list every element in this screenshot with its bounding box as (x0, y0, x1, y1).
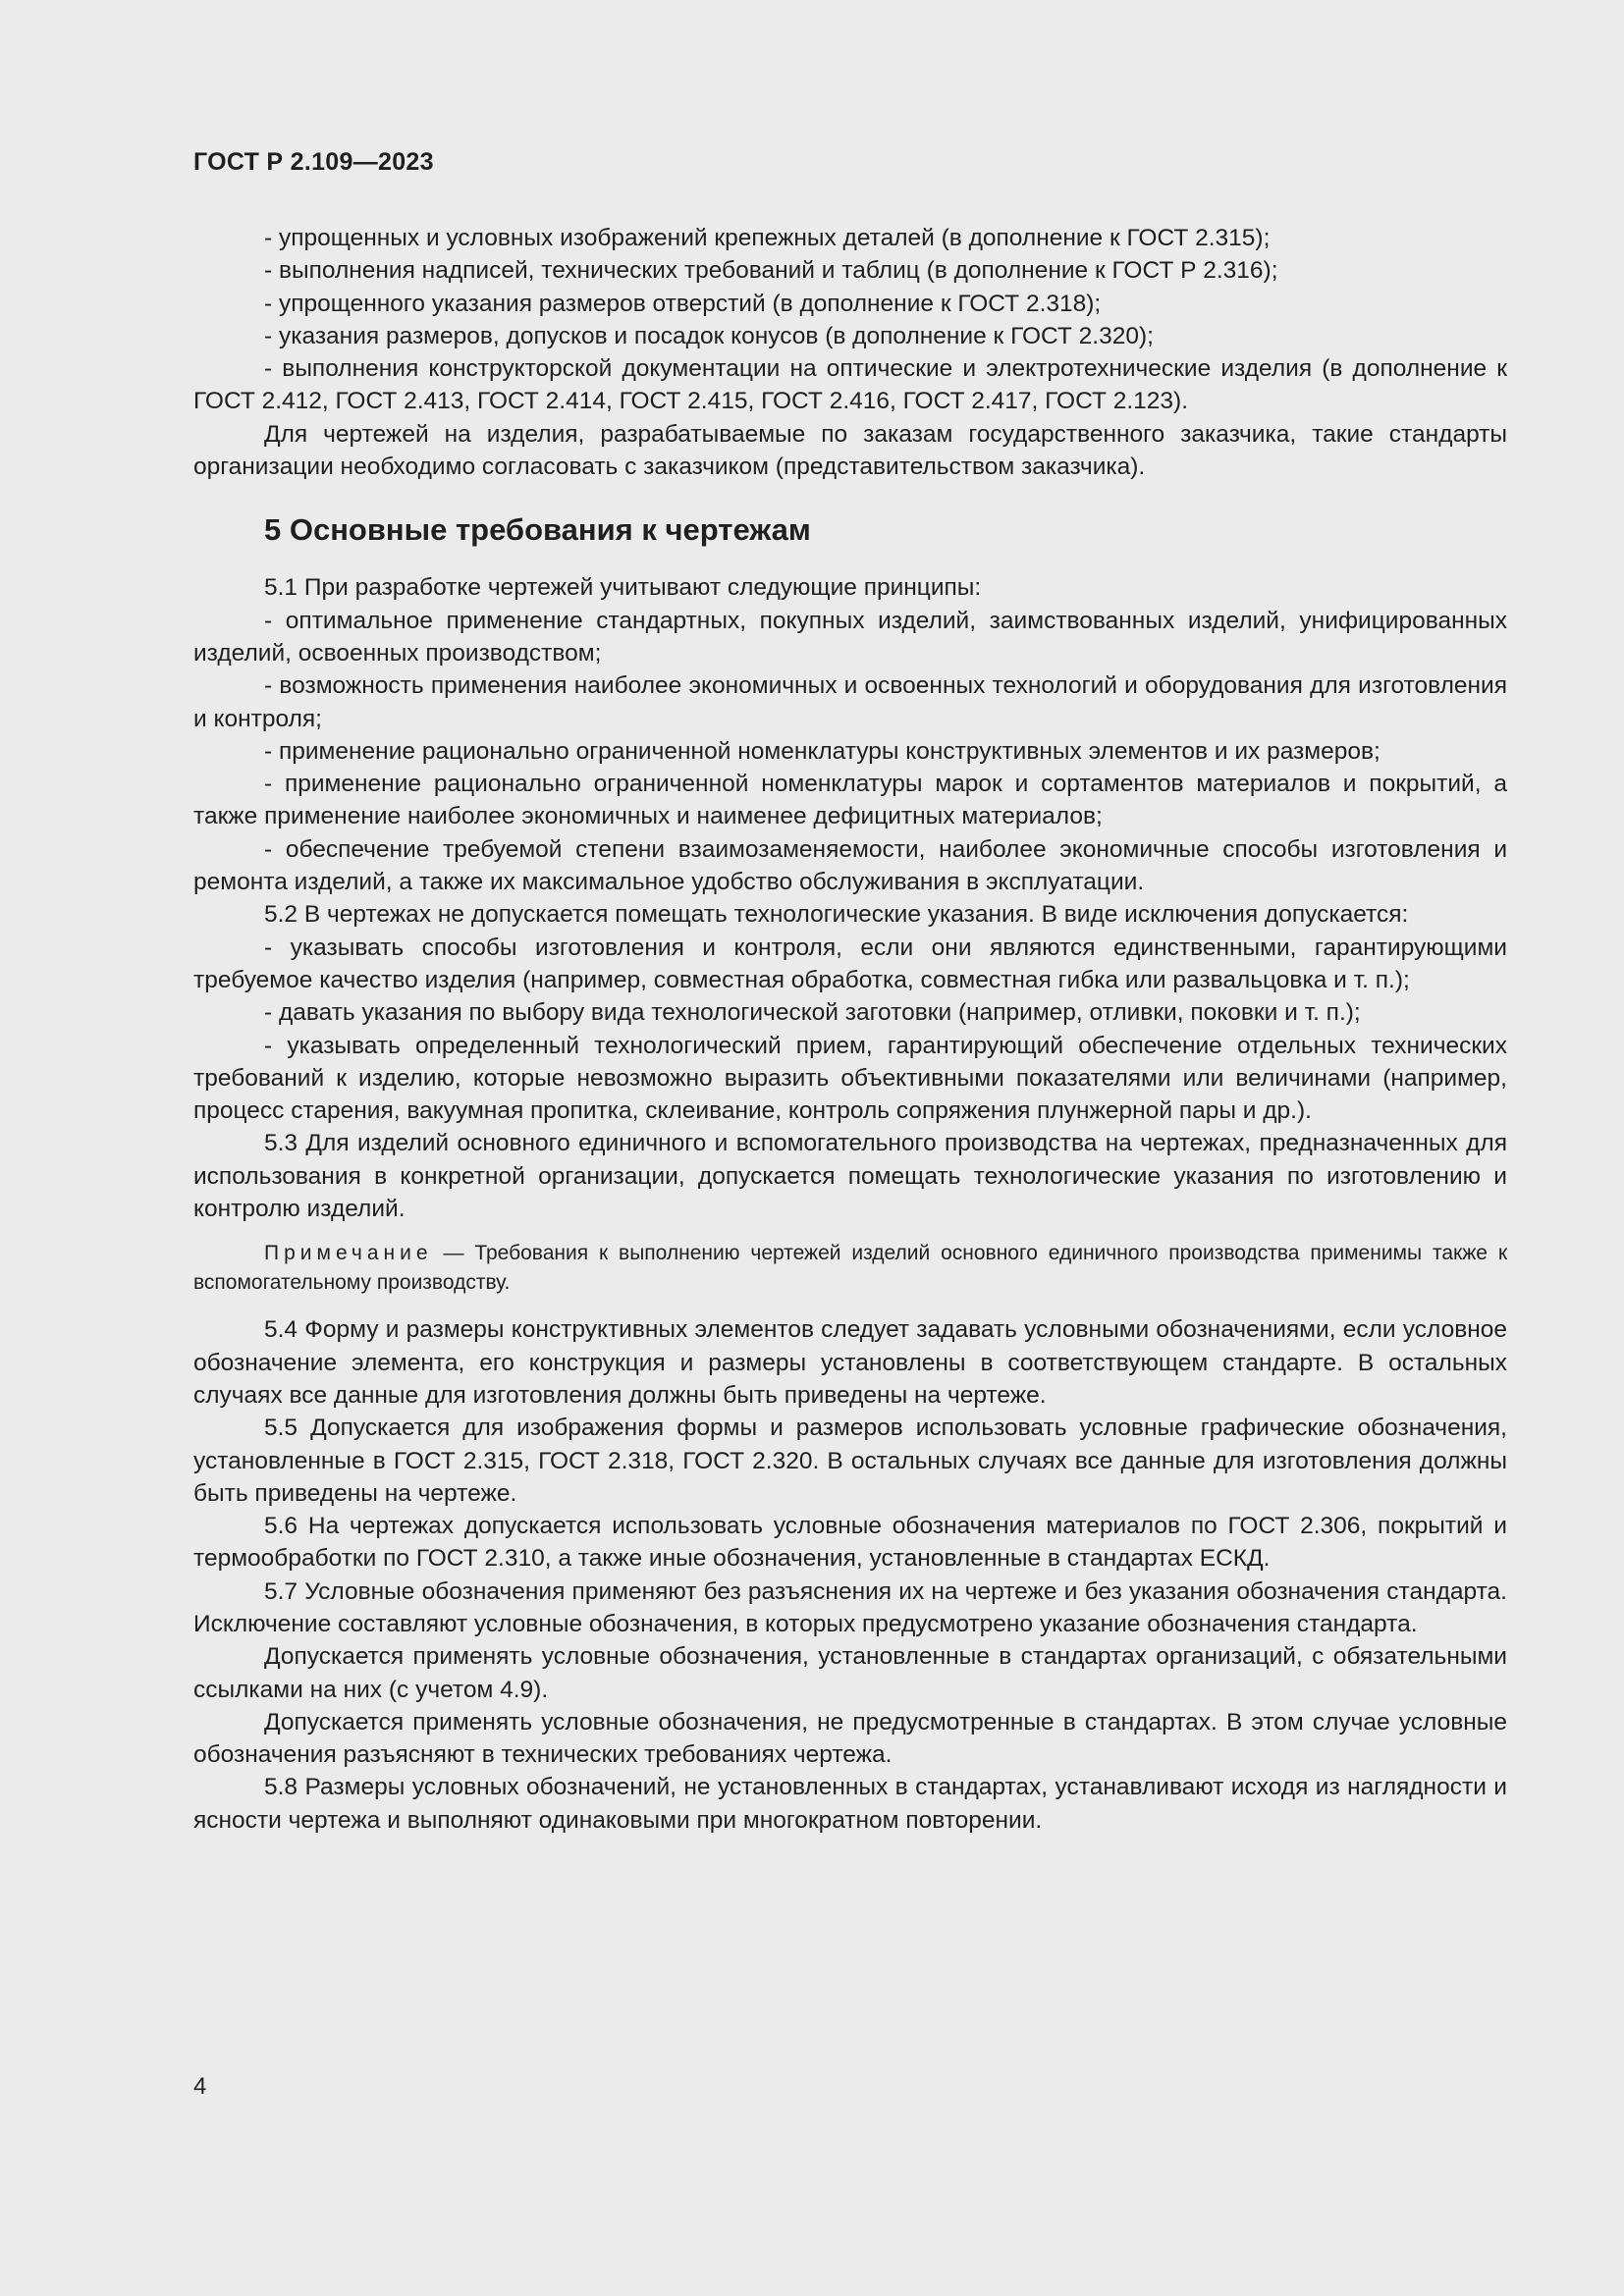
document-header-code: ГОСТ Р 2.109—2023 (193, 148, 434, 176)
paragraph-non-standard-symbols: Допускается применять условные обозначения, не предусмотренные в стандартах. В этом случае условные обозначения разъясняют в технических требованиях чертежа. (193, 1708, 1507, 1769)
section-title: 5 Основные требования к чертежам (264, 512, 811, 548)
note-label: Примечание (264, 1242, 433, 1265)
list-item-blank-selection: - давать указания по выбору вида технологической заготовки (например, отливки, поковки и т. п.); (264, 999, 1361, 1027)
note-dash: — (432, 1242, 475, 1265)
list-item-materials: - применение рационально ограниченной номенклатуры марок и сортаментов материалов и покрытий, а также применение наиболее экономичных и наименее дефицитных материалов; (193, 771, 1507, 830)
list-item-cones: - указания размеров, допусков и посадок конусов (в дополнение к ГОСТ 2.320); (264, 322, 1154, 349)
paragraph-5-5: 5.5 Допускается для изображения формы и размеров использовать условные графические обозначения, установленные в ГОСТ 2.315, ГОСТ 2.318, ГОСТ 2.320. В остальных случаях все данные для изготовления должны быть приведены на чертеже. (193, 1415, 1507, 1507)
list-item-holes: - упрощенного указания размеров отверстий (в дополнение к ГОСТ 2.318); (264, 290, 1102, 317)
list-item-inscriptions: - выполнения надписей, технических требований и таблиц (в дополнение к ГОСТ Р 2.316); (264, 257, 1278, 285)
list-item-structural-elements: - применение рационально ограниченной номенклатуры конструктивных элементов и их размеров; (264, 737, 1380, 765)
note-text: Требования к выполнению чертежей изделий основного единичного производства применимы также к вспомогательному производству. (193, 1242, 1508, 1295)
list-item-interchangeability: - обеспечение требуемой степени взаимозаменяемости, наиболее экономичные способы изготовления и ремонта изделий, а также их максимальное удобство обслуживания в эксплуатации. (193, 835, 1507, 896)
paragraph-5-8: 5.8 Размеры условных обозначений, не установленных в стандартах, устанавливают исходя из наглядности и ясности чертежа и выполняют одинаковыми при многократном повторении. (193, 1774, 1507, 1834)
note (193, 1239, 1507, 1298)
list-item-technological-method: - указывать определенный технологический прием, гарантирующий обеспечение отдельных технических требований к изделию, которые невозможно выразить объективными показателями или величинами (например, процесс старения, вакуумная пропитка, склеивание, контроль сопряжения плунжерной пары и др.). (193, 1032, 1507, 1125)
paragraph-5-4: 5.4 Форму и размеры конструктивных элементов следует задавать условными обозначениями, если условное обозначение элемента, его конструкция и размеры установлены в соответствующем стандарте. В остальных случаях все данные для изготовления должны быть приведены на чертеже. (193, 1316, 1507, 1409)
paragraph-state-customer: Для чертежей на изделия, разрабатываемые по заказам государственного заказчика, такие стандарты организации необходимо согласовать с заказчиком (представительством заказчика). (193, 420, 1507, 481)
page-number: 4 (193, 2073, 207, 2100)
list-item-manufacturing-methods: - указывать способы изготовления и контроля, если они являются единственными, гарантирующими требуемое качество изделия (например, совместная обработка, совместная гибка или развальцовка и т. п.); (193, 934, 1507, 993)
paragraph-5-6: 5.6 На чертежах допускается использовать условные обозначения материалов по ГОСТ 2.306, покрытий и термообработки по ГОСТ 2.310, а также иные обозначения, установленные в стандартах ЕСКД. (193, 1513, 1507, 1573)
list-item-standard-products: - оптимальное применение стандартных, покупных изделий, заимствованных изделий, унифицированных изделий, освоенных производством; (193, 607, 1507, 667)
list-item-economic-technologies: - возможность применения наиболее экономичных и освоенных технологий и оборудования для изготовления и контроля; (193, 672, 1507, 732)
list-item-optical-electrical: - выполнения конструкторской документации на оптические и электротехнические изделия (в дополнение к ГОСТ 2.412, ГОСТ 2.413, ГОСТ 2.414, ГОСТ 2.415, ГОСТ 2.416, ГОСТ 2.417, ГОСТ 2.123). (193, 355, 1507, 415)
document-body (193, 222, 1507, 1837)
paragraph-5-7: 5.7 Условные обозначения применяют без разъяснения их на чертеже и без указания обозначения стандарта. Исключение составляют условные обозначения, в которых предусмотрено указание обозначения стандарта. (193, 1577, 1507, 1637)
paragraph-5-1: 5.1 При разработке чертежей учитывают следующие принципы: (264, 574, 982, 602)
paragraph-5-2: 5.2 В чертежах не допускается помещать технологические указания. В виде исключения допускается: (264, 901, 1409, 929)
paragraph-5-3: 5.3 Для изделий основного единичного и вспомогательного производства на чертежах, предназначенных для использования в конкретной организации, допускается помещать технологические указания по изготовлению и контролю изделий. (193, 1130, 1507, 1223)
list-item-fasteners: - упрощенных и условных изображений крепежных деталей (в дополнение к ГОСТ 2.315); (264, 225, 1271, 251)
paragraph-organization-standards: Допускается применять условные обозначения, установленные в стандартах организаций, с обязательными ссылками на них (с учетом 4.9). (193, 1643, 1507, 1703)
